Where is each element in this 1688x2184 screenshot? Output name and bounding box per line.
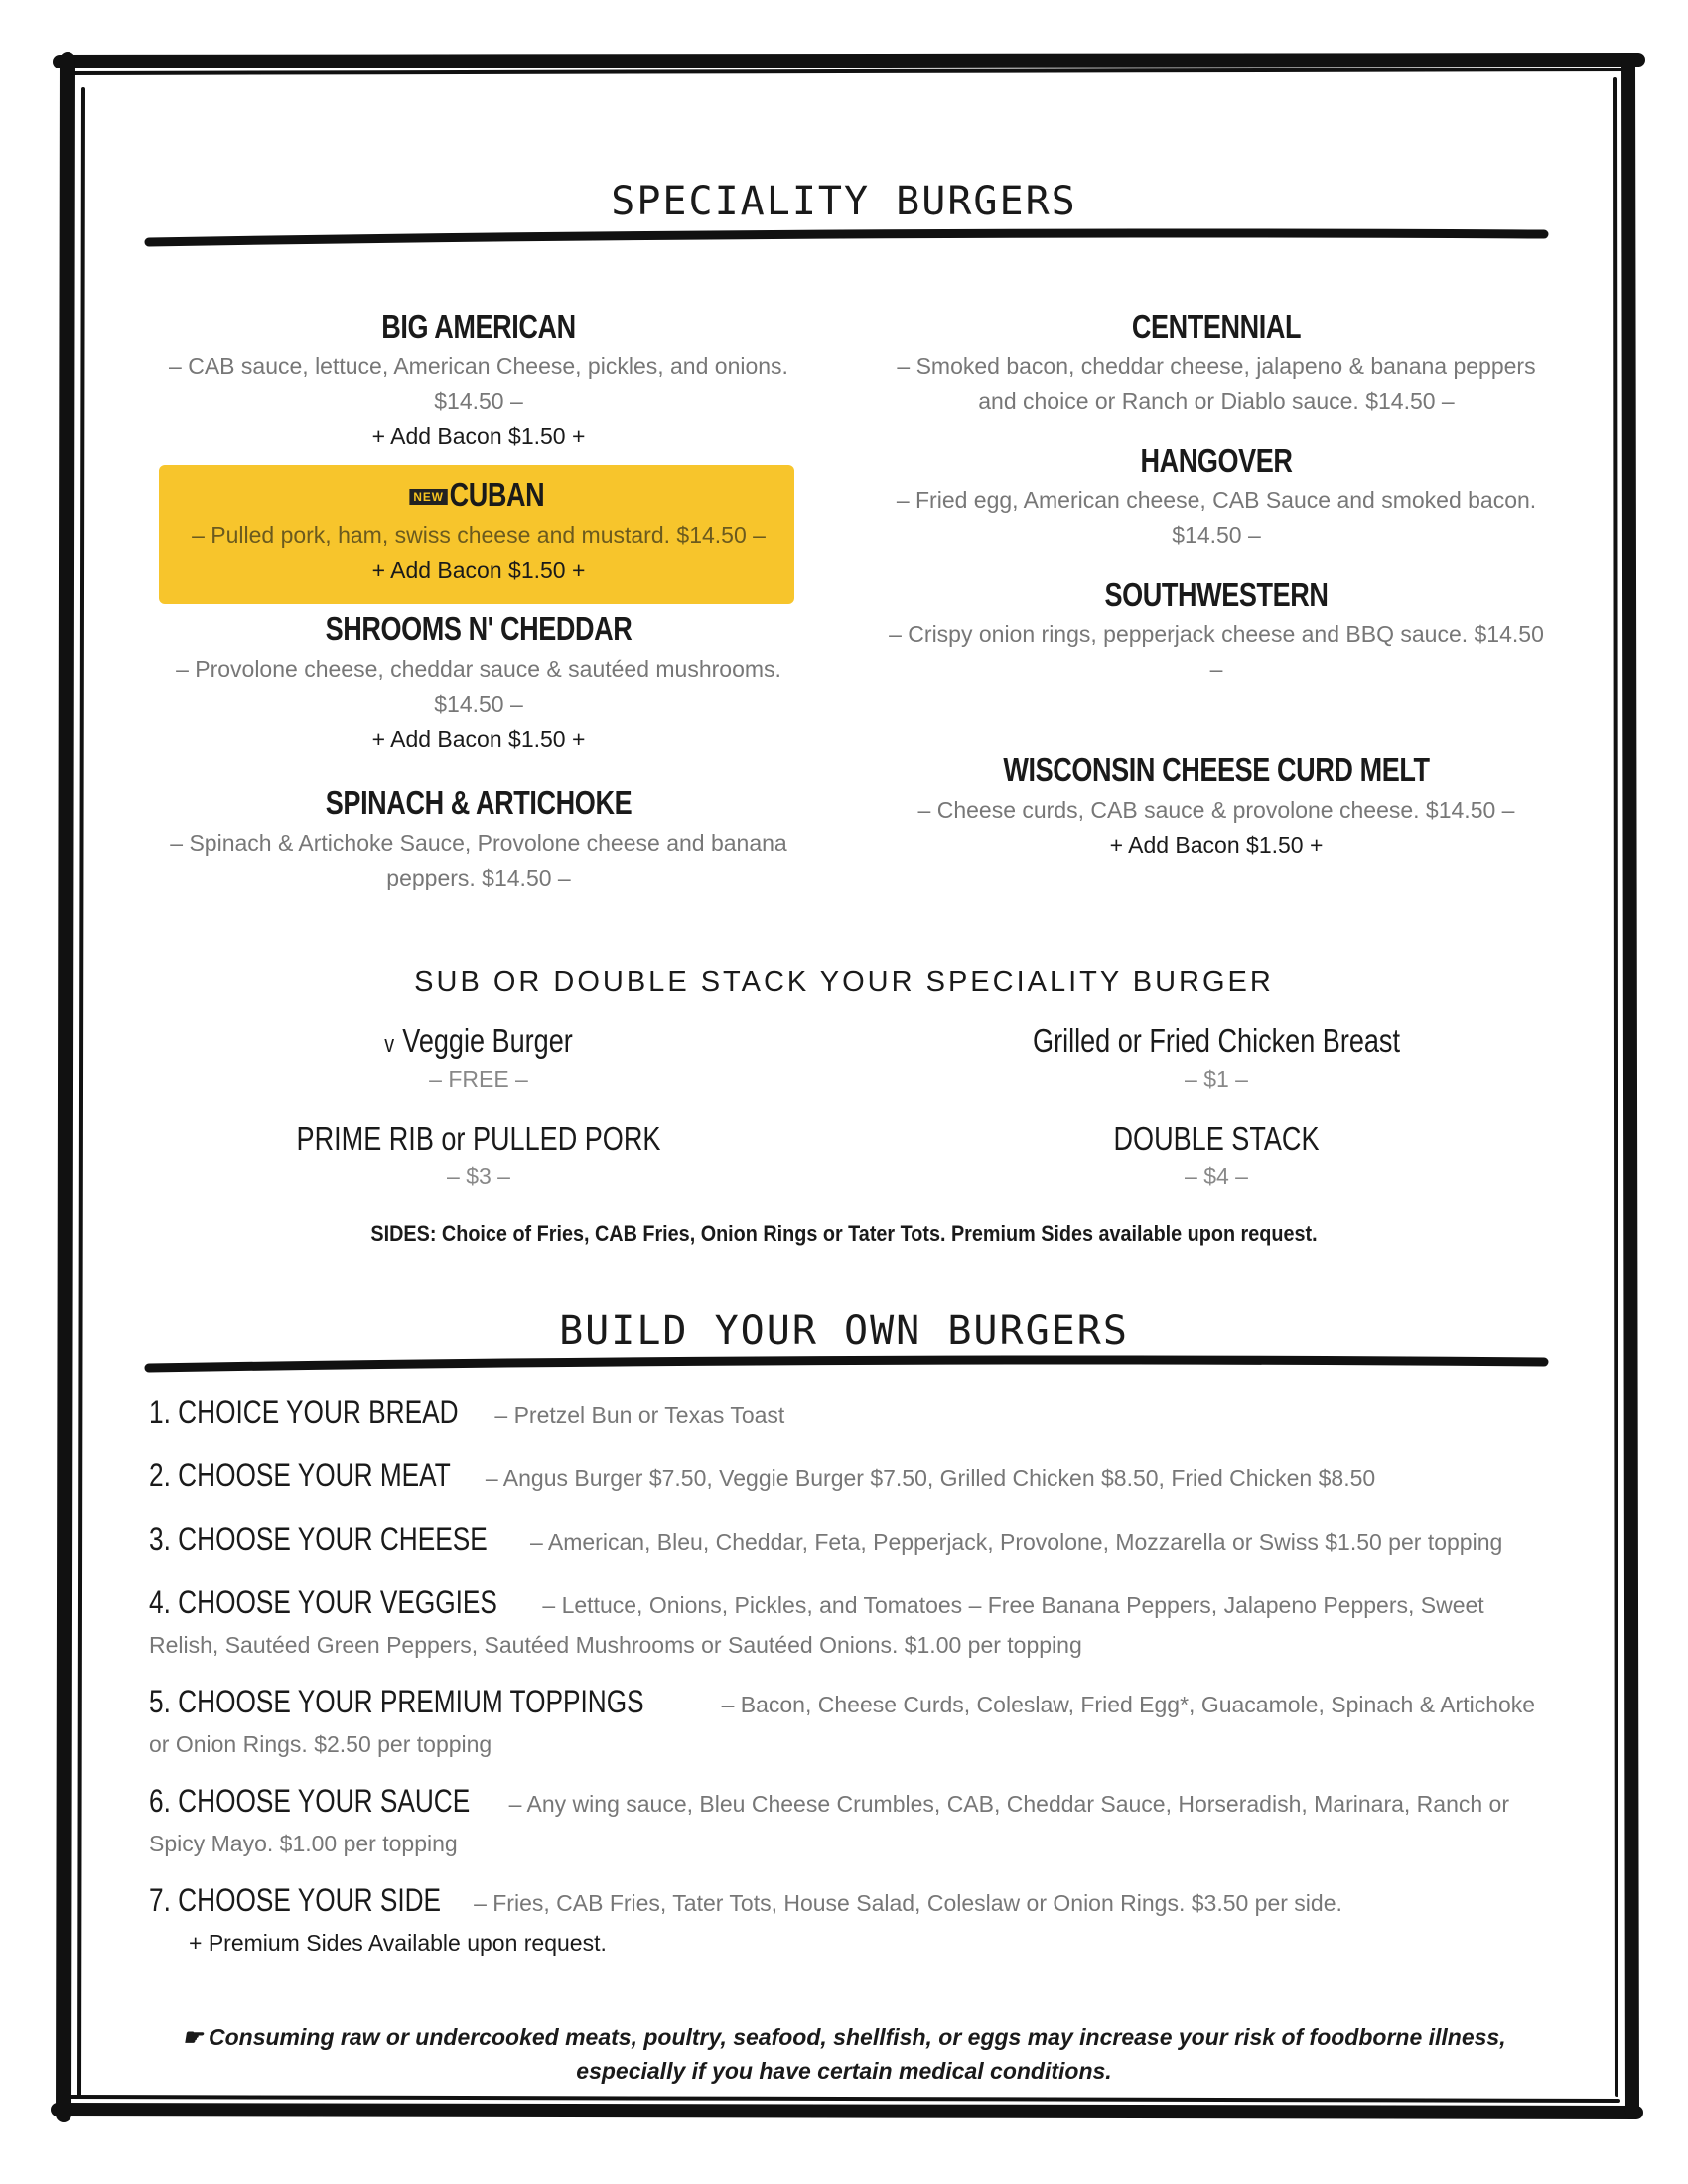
item-shrooms — [151, 611, 806, 756]
option-primerib — [181, 1120, 776, 1190]
option-price: – $1 – — [1185, 1066, 1248, 1092]
item-hangover — [889, 442, 1544, 553]
item-bacon: + Add Bacon $1.50 + — [1109, 832, 1324, 858]
item-desc: – Crispy onion rings, pepperjack cheese and BBQ sauce. $14.50 – — [889, 621, 1544, 682]
item-name: SHROOMS N' CHEDDAR — [325, 611, 633, 647]
option-price: – $4 – — [1185, 1163, 1248, 1189]
step-text: – Any wing sauce, Bleu Cheese Crumbles, CAB, Cheddar Sauce, Horseradish, Marinara, Ranch or Spicy Mayo. $1.00 per topping — [149, 1791, 1510, 1856]
item-desc: – Provolone cheese, cheddar sauce & sautéed mushrooms. $14.50 – — [176, 656, 781, 717]
step-label: 4. CHOOSE YOUR VEGGIES — [149, 1584, 497, 1620]
item-bacon: + Add Bacon $1.50 + — [371, 726, 586, 751]
step-extra: + Premium Sides Available upon request. — [189, 1930, 607, 1956]
step-label: 3. CHOOSE YOUR CHEESE — [149, 1521, 488, 1557]
item-big-american — [151, 308, 806, 454]
item-name: SPINACH & ARTICHOKE — [325, 784, 633, 821]
step-2 — [149, 1457, 1539, 1500]
item-name: CENTENNIAL — [1131, 308, 1302, 344]
item-desc: – Smoked bacon, cheddar cheese, jalapeno & banana peppers and choice or Ranch or Diablo sauce. $14.50 – — [897, 353, 1536, 414]
step-label: 2. CHOOSE YOUR MEAT — [149, 1457, 451, 1493]
option-veggie — [181, 1023, 776, 1093]
item-name: HANGOVER — [1140, 442, 1293, 478]
step-1 — [149, 1394, 1539, 1436]
title-underline-2 — [149, 1360, 1544, 1368]
item-name: SOUTHWESTERN — [1104, 576, 1329, 613]
new-badge: NEW — [410, 489, 448, 505]
step-text: – Pretzel Bun or Texas Toast — [494, 1402, 785, 1428]
option-chicken — [918, 1023, 1514, 1093]
foodborne-warning — [139, 2020, 1549, 2088]
step-3 — [149, 1521, 1539, 1564]
step-7 — [149, 1882, 1539, 1961]
step-6 — [149, 1783, 1539, 1865]
veggie-mark: v — [384, 1031, 395, 1058]
step-text: – Bacon, Cheese Curds, Coleslaw, Fried Egg*, Guacamole, Spinach & Artichoke or Onion Rings. $2.50 per topping — [149, 1692, 1536, 1757]
item-desc: – CAB sauce, lettuce, American Cheese, pickles, and onions. $14.50 – — [169, 353, 788, 414]
option-name-row — [234, 1023, 723, 1060]
substack-title: SUB OR DOUBLE STACK YOUR SPECIALITY BURGER — [414, 966, 1274, 998]
warning-text: Consuming raw or undercooked meats, poultry, seafood, shellfish, or eggs may increase your risk of foodborne illness, especially if you have certain medical conditions. — [209, 2024, 1506, 2084]
item-wisconsin — [889, 751, 1544, 863]
build-title: BUILD YOUR OWN BURGERS — [559, 1308, 1129, 1354]
option-double — [918, 1120, 1514, 1190]
item-desc: – Cheese curds, CAB sauce & provolone cheese. $14.50 – — [917, 797, 1515, 823]
step-label: 6. CHOOSE YOUR SAUCE — [149, 1783, 471, 1819]
step-text: – Fries, CAB Fries, Tater Tots, House Salad, Coleslaw or Onion Rings. $3.50 per side. — [474, 1890, 1342, 1916]
item-southwestern — [889, 576, 1544, 687]
item-name: WISCONSIN CHEESE CURD MELT — [1003, 751, 1430, 788]
item-bacon: + Add Bacon $1.50 + — [371, 557, 586, 583]
option-price: – FREE – — [429, 1066, 528, 1092]
option-name: Grilled or Fried Chicken Breast — [1033, 1023, 1400, 1059]
item-name: BIG AMERICAN — [381, 308, 576, 344]
step-label: 1. CHOICE YOUR BREAD — [149, 1394, 459, 1430]
step-text: – Lettuce, Onions, Pickles, and Tomatoes – Free Banana Peppers, Jalapeno Peppers, Sweet Relish, Sautéed Green Peppers, Sautéed Mushrooms or Sautéed Onions. $1.00 per topping — [149, 1592, 1484, 1658]
item-name-row — [210, 477, 747, 514]
item-spinach — [151, 784, 806, 895]
step-4 — [149, 1584, 1539, 1667]
step-text: – Angus Burger $7.50, Veggie Burger $7.50, Grilled Chicken $8.50, Fried Chicken $8.50 — [485, 1465, 1376, 1491]
option-name: Veggie Burger — [402, 1023, 573, 1059]
title-underline-1 — [149, 233, 1544, 242]
item-name: CUBAN — [449, 477, 545, 513]
step-5 — [149, 1684, 1539, 1766]
item-centennial — [889, 308, 1544, 419]
specialty-title: SPECIALITY BURGERS — [611, 179, 1077, 224]
step-label: 7. CHOOSE YOUR SIDE — [149, 1882, 442, 1918]
option-price: – $3 – — [447, 1163, 510, 1189]
item-cuban — [151, 477, 806, 588]
item-desc: – Pulled pork, ham, swiss cheese and mustard. $14.50 – — [192, 522, 766, 548]
item-desc: – Spinach & Artichoke Sauce, Provolone cheese and banana peppers. $14.50 – — [170, 830, 787, 890]
sides-note: SIDES: Choice of Fries, CAB Fries, Onion Rings or Tater Tots. Premium Sides available upon request. — [370, 1221, 1318, 1246]
pointing-hand-icon: ☛ — [182, 2024, 203, 2050]
option-name: PRIME RIB or PULLED PORK — [296, 1120, 661, 1157]
step-label: 5. CHOOSE YOUR PREMIUM TOPPINGS — [149, 1684, 644, 1719]
option-name: DOUBLE STACK — [1113, 1120, 1320, 1157]
item-bacon: + Add Bacon $1.50 + — [371, 423, 586, 449]
step-text: – American, Bleu, Cheddar, Feta, Pepperjack, Provolone, Mozzarella or Swiss $1.50 per topping — [529, 1529, 1503, 1555]
item-desc: – Fried egg, American cheese, CAB Sauce and smoked bacon. $14.50 – — [896, 487, 1537, 548]
